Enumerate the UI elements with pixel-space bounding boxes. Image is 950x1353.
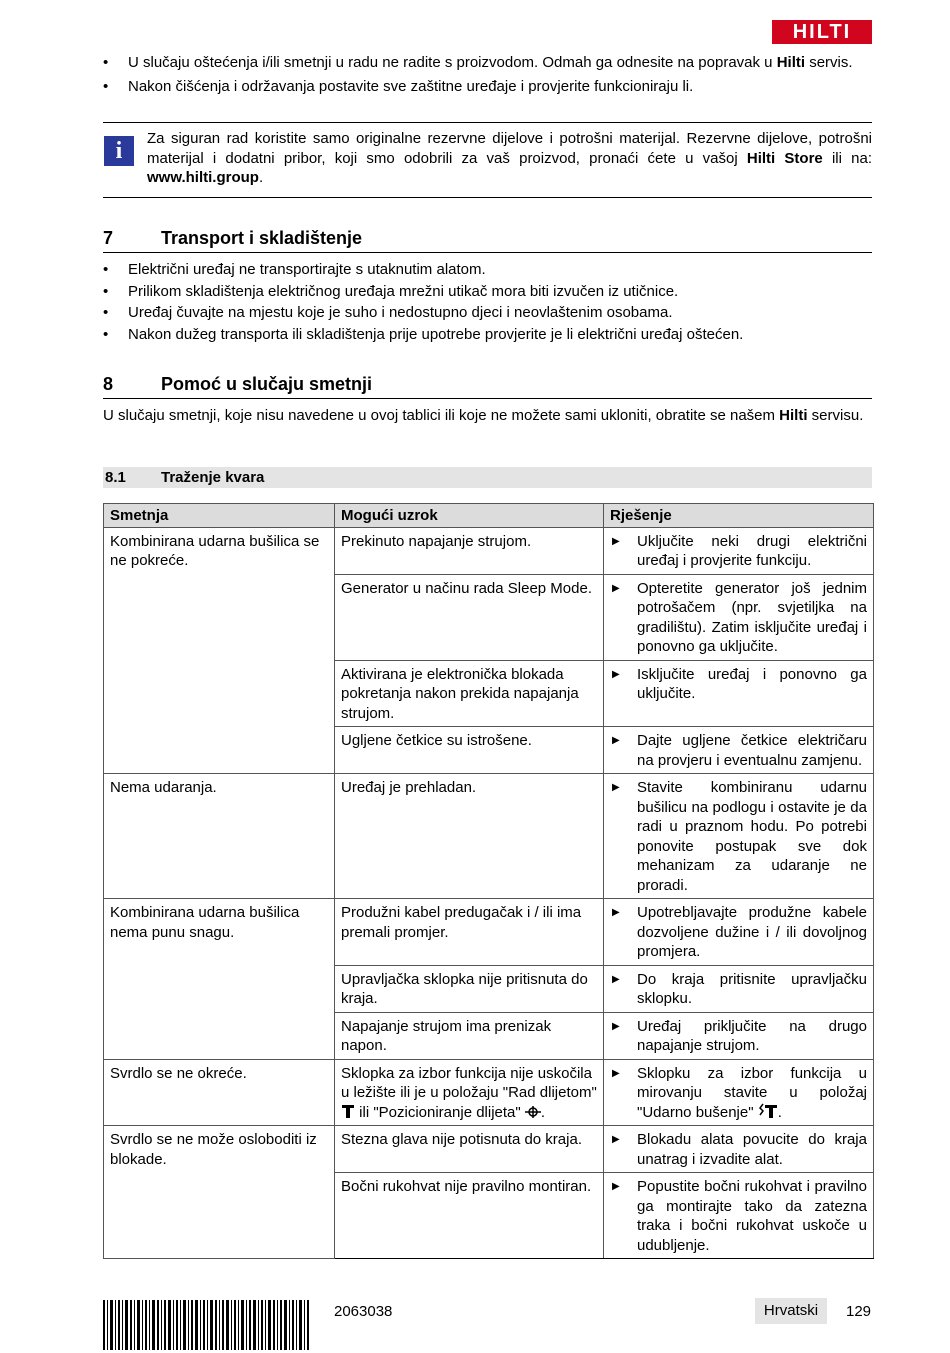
arrow-bullet-icon: ▶	[612, 535, 620, 547]
list-item: • Nakon čišćenja i održavanja postavite sve zaštitne uređaje i provjerite funkcioniraju li.	[103, 77, 694, 95]
section-title: Pomoć u slučaju smetnji	[161, 374, 373, 394]
arrow-bullet-icon: ▶	[612, 735, 620, 746]
column-header: Smetnja	[104, 504, 335, 528]
section-title: Transport i skladištenje	[161, 228, 363, 248]
arrow-bullet-icon: ▶	[612, 973, 620, 985]
cause-cell: Stezna glava nije potisnuta do kraja.	[335, 1126, 604, 1173]
info-note	[103, 122, 872, 198]
bullet-text: U slučaju oštećenja i/ili smetnji u radu ne radite s proizvodom. Odmah ga odnesite na popravak u	[128, 54, 777, 71]
hilti-website-link[interactable]: www.hilti.group	[147, 169, 259, 186]
arrow-bullet-icon: ▶	[612, 1067, 620, 1079]
arrow-bullet-icon: ▶	[612, 668, 620, 680]
arrow-bullet-icon: ▶	[612, 782, 620, 793]
section-7-heading	[103, 226, 872, 253]
arrow-bullet-icon: ▶	[612, 1020, 620, 1032]
solution-cell: ▶ Isključite uređaj i ponovno ga uključite.	[604, 660, 874, 727]
hilti-logo	[772, 20, 872, 44]
list-item: • Električni uređaj ne transportirajte s utaknutim alatom.	[103, 261, 486, 278]
cause-cell: Ugljene četkice su istrošene.	[335, 727, 604, 774]
table-row	[104, 527, 874, 574]
list-item: • Prilikom skladištenja električnog uređaja mrežni utikač mora biti izvučen iz utičnice.	[103, 282, 679, 300]
section-7-bullet-list	[103, 260, 872, 346]
solution-cell: ▶ Dajte ugljene četkice električaru na provjeru i eventualnu zamjenu.	[604, 727, 874, 774]
fault-cell: Kombinirana udarna bušilica nema punu snagu.	[104, 899, 335, 1060]
solution-cell: ▶ Do kraja pritisnite upravljačku sklopku.	[604, 965, 874, 1012]
language-label: Hrvatski	[755, 1298, 827, 1324]
column-header: Mogući uzrok	[335, 504, 604, 528]
section-8-heading	[103, 372, 872, 399]
cause-cell: Sklopka za izbor funkcija nije uskočila u ležište ili je u položaju "Rad dlijetom" ili "Pozicioniranje dlijeta" .	[335, 1059, 604, 1126]
bullet-text: Nakon čišćenja i održavanja postavite sve zaštitne uređaje i provjerite funkcioniraju li.	[128, 77, 694, 95]
arrow-bullet-icon: ▶	[612, 582, 620, 594]
cause-cell: Uređaj je prehladan.	[335, 774, 604, 899]
fault-cell: Nema udaranja.	[104, 774, 335, 899]
solution-cell: ▶ Stavite kombiniranu udarnu bušilicu na podlogu i ostavite je da radi u praznom hodu. Po potrebi ponovite postupak sve dok mehanizam za udaranje ne proradi.	[604, 774, 874, 899]
solution-cell: ▶ Sklopku za izbor funkcija u mirovanju stavite u položaj "Udarno bušenje" .	[604, 1059, 874, 1126]
section-number: 8.1	[105, 469, 126, 486]
solution-cell: ▶ Uključite neki drugi električni uređaj i provjerite funkciju.	[604, 527, 874, 574]
cause-cell: Prekinuto napajanje strujom.	[335, 527, 604, 574]
table-header-row	[104, 504, 874, 528]
arrow-bullet-icon: ▶	[612, 1181, 620, 1192]
fault-cell: Svrdlo se ne može osloboditi iz blokade.	[104, 1126, 335, 1259]
list-item: • Uređaj čuvajte na mjestu koje je suho i nedostupno djeci i neovlaštenim osobama.	[103, 304, 673, 321]
column-header: Rješenje	[604, 504, 874, 528]
cause-cell: Bočni rukohvat nije pravilno montiran.	[335, 1173, 604, 1259]
troubleshooting-table	[103, 503, 874, 1259]
document-number: 2063038	[334, 1303, 393, 1320]
chisel-positioning-icon	[525, 1105, 541, 1119]
section-number: 8	[103, 374, 114, 394]
section-title: Traženje kvara	[161, 469, 265, 486]
note-text: Za siguran rad koristite samo originalne rezervne dijelove i potrošni materijal. Rezervne dijelove, potrošni materijal i dodatni pribor, koji smo odobrili za vaš proizvod, pronaći ćete u vašoj Hilti Store ili na: www.hilti.group.	[147, 130, 872, 186]
table-row	[104, 1126, 874, 1173]
cause-cell: Napajanje strujom ima prenizak napon.	[335, 1012, 604, 1059]
bullet-bold-text: Hilti	[776, 54, 806, 71]
solution-cell: ▶ Uređaj priključite na drugo napajanje strujom.	[604, 1012, 874, 1059]
solution-cell: ▶ Upotrebljavajte produžne kabele dozvoljene dužine i / ili dovoljnog promjera.	[604, 899, 874, 966]
section-8-intro: U slučaju smetnji, koje nisu navedene u ovoj tablici ili koje ne možete sami ukloniti, obratite se našem Hilti servisu.	[103, 407, 864, 424]
fault-cell: Kombinirana udarna bušilica se ne pokreće.	[104, 527, 335, 774]
list-item: • U slučaju oštećenja i/ili smetnji u radu ne radite s proizvodom. Odmah ga odnesite na popravak u Hilti servis.	[103, 54, 853, 71]
solution-cell: ▶ Blokadu alata povucite do kraja unatrag i izvadite alat.	[604, 1126, 874, 1173]
info-icon: i	[104, 136, 134, 166]
table-row	[104, 774, 874, 899]
top-bullet-list	[103, 53, 872, 98]
barcode-icon	[103, 1300, 311, 1350]
hammer-drilling-icon	[758, 1103, 778, 1119]
logo-text: HILTI	[792, 21, 852, 43]
cause-cell: Produžni kabel predugačak i / ili ima premali promjer.	[335, 899, 604, 966]
solution-cell: ▶ Popustite bočni rukohvat i pravilno ga montirajte tako da zatezna traka i bočni rukohvat uskoče u udubljenje.	[604, 1173, 874, 1259]
arrow-bullet-icon: ▶	[612, 907, 620, 918]
cause-cell: Upravljačka sklopka nije pritisnuta do kraja.	[335, 965, 604, 1012]
cause-cell: Generator u načinu rada Sleep Mode.	[335, 574, 604, 660]
page-number: 129	[846, 1303, 872, 1320]
list-item: • Nakon dužeg transporta ili skladištenja prije upotrebe provjerite je li električni uređaj oštećen.	[103, 325, 744, 343]
section-8-1-heading	[103, 467, 872, 488]
section-number: 7	[103, 228, 114, 248]
table-row	[104, 1059, 874, 1126]
cause-cell: Aktivirana je elektronička blokada pokretanja nakon prekida napajanja strujom.	[335, 660, 604, 727]
hilti-store-text: Hilti Store	[746, 149, 823, 167]
bullet-text-end: servis.	[805, 54, 853, 71]
fault-cell: Svrdlo se ne okreće.	[104, 1059, 335, 1126]
solution-cell: ▶ Opteretite generator još jednim potrošačem (npr. svjetiljka na gradilištu). Zatim isključite uređaj i ponovno ga uključite.	[604, 574, 874, 660]
table-row	[104, 899, 874, 966]
chiseling-mode-icon	[341, 1104, 355, 1119]
arrow-bullet-icon: ▶	[612, 1134, 620, 1145]
